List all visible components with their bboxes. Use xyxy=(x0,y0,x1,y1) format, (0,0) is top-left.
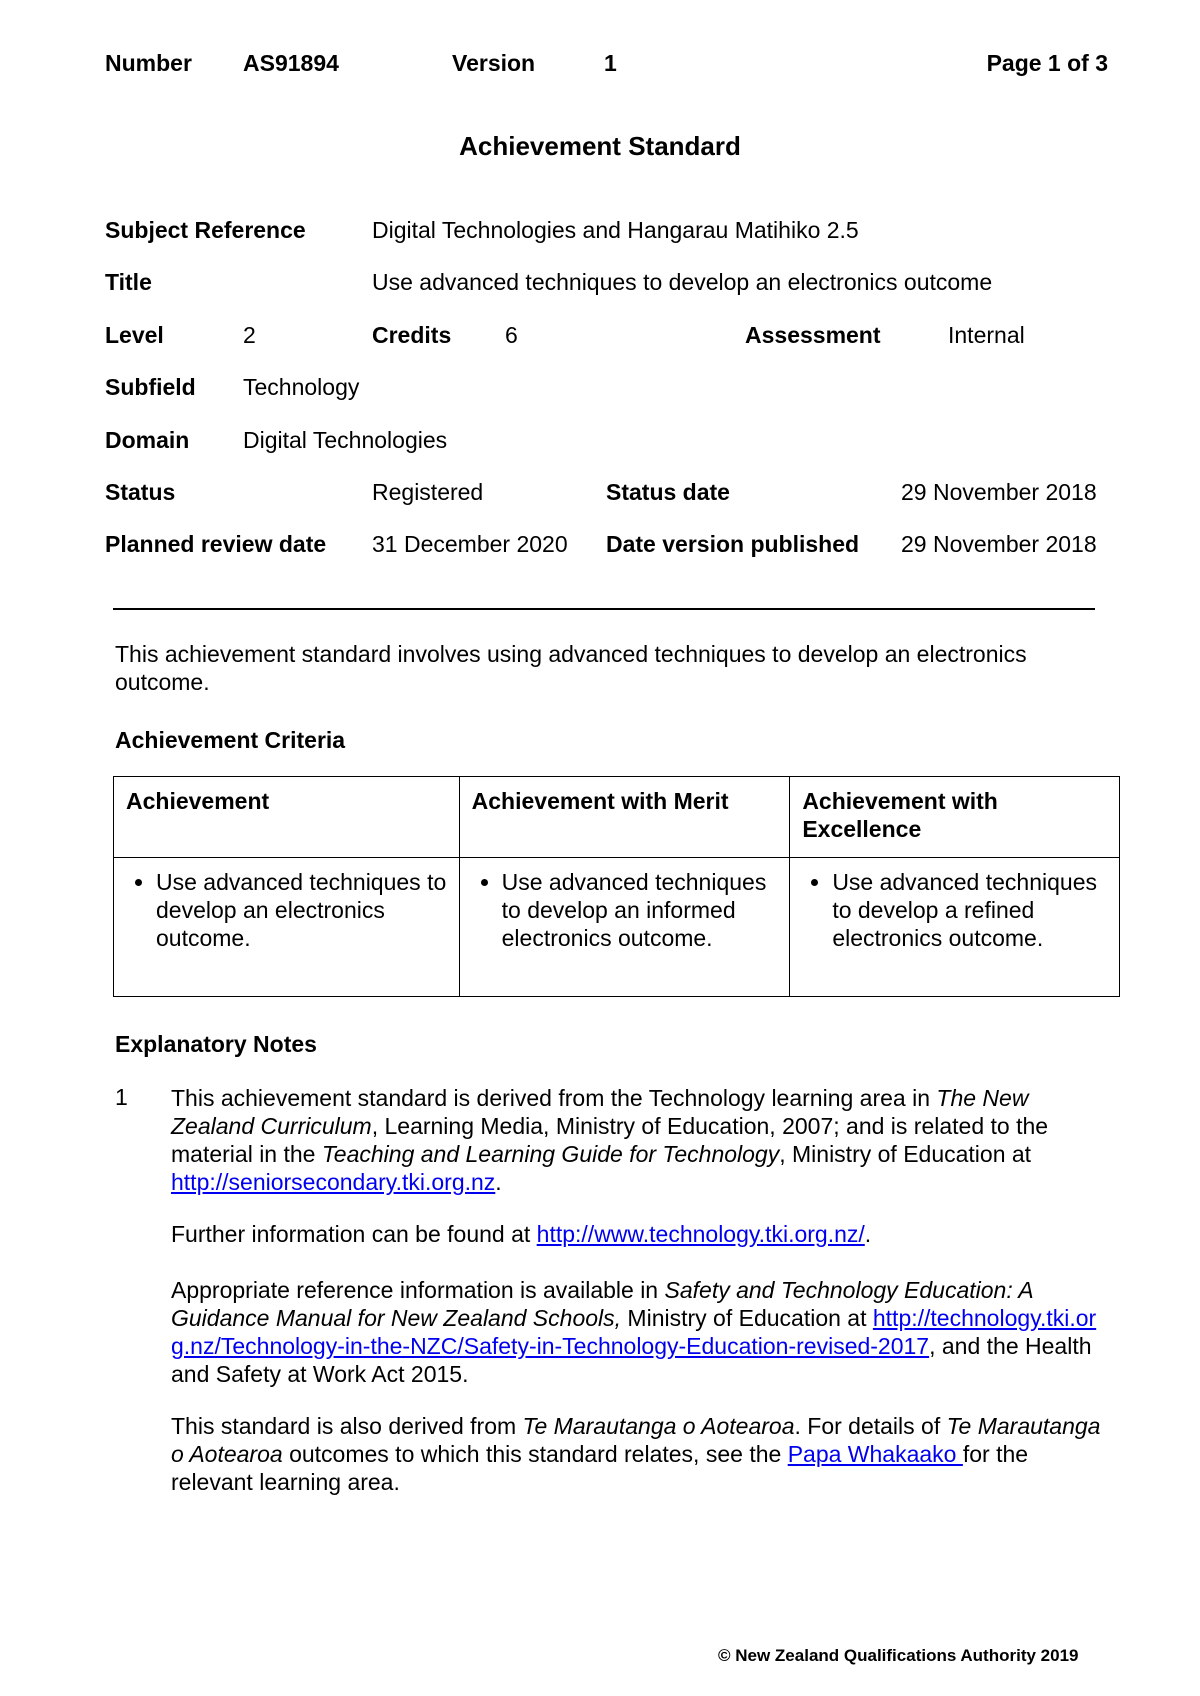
version-label: Version xyxy=(452,50,536,76)
note-paragraph-2 xyxy=(171,1220,1101,1248)
criteria-cell-excellence xyxy=(790,858,1120,997)
note-paragraph-1 xyxy=(171,1084,1101,1196)
note-text: . xyxy=(864,1221,872,1247)
note-text: . xyxy=(495,1169,502,1195)
level-label: Level xyxy=(105,322,164,348)
note-citation: Te Marautanga o Aotearoa xyxy=(171,1413,1101,1467)
assessment-label: Assessment xyxy=(745,322,881,348)
status-date-value: 29 November 2018 xyxy=(901,479,1097,505)
note-text: outcomes to which this standard relates, see the xyxy=(282,1441,788,1467)
status-date-label: Status date xyxy=(606,479,730,505)
criteria-cell-achievement xyxy=(114,858,460,997)
criteria-item: • Use advanced techniques to develop an informed electronics outcome. xyxy=(502,868,780,952)
subfield-value: Technology xyxy=(243,374,360,400)
criteria-header-excellence: Achievement with Excellence xyxy=(790,777,1120,858)
title-label: Title xyxy=(105,269,152,295)
safety-guidance-link[interactable]: http://technology.tki.org.nz/Technology-in-the-NZC/Safety-in-Technology-Education-revised-2017 xyxy=(171,1305,1097,1359)
intro-paragraph: This achievement standard involves using advanced techniques to develop an electronics outcome. xyxy=(115,641,1027,695)
note-citation: Te Marautanga o Aotearoa xyxy=(522,1413,795,1439)
note-text: , Ministry of Education at xyxy=(779,1141,1032,1167)
criteria-heading: Achievement Criteria xyxy=(115,727,346,753)
number-value: AS91894 xyxy=(243,50,339,76)
subject-reference-label: Subject Reference xyxy=(105,217,306,243)
subject-reference-value: Digital Technologies and Hangarau Matihiko 2.5 xyxy=(372,217,859,243)
note-number: 1 xyxy=(115,1084,128,1110)
note-citation: The New Zealand Curriculum xyxy=(171,1085,1029,1139)
note-text: for the relevant learning area. xyxy=(171,1441,1029,1495)
note-citation: Safety and Technology Education: A Guidance Manual for New Zealand Schools, xyxy=(171,1277,1033,1331)
note-text: Further information can be found at xyxy=(171,1221,537,1247)
criteria-header-achievement: Achievement xyxy=(114,777,460,858)
note-text: This standard is also derived from xyxy=(171,1413,523,1439)
note-text: , and the Health and Safety at Work Act 2015. xyxy=(171,1333,1092,1387)
note-text: Ministry of Education at xyxy=(621,1305,873,1331)
status-value: Registered xyxy=(372,479,484,505)
page-title: Achievement Standard xyxy=(459,131,741,161)
planned-review-label: Planned review date xyxy=(105,531,327,557)
credits-label: Credits xyxy=(372,322,452,348)
level-value: 2 xyxy=(243,322,256,348)
published-label: Date version published xyxy=(606,531,860,557)
criteria-header-merit: Achievement with Merit xyxy=(459,777,790,858)
note-text: This achievement standard is derived from the Technology learning area in xyxy=(171,1085,937,1111)
divider xyxy=(113,608,1095,610)
notes-heading: Explanatory Notes xyxy=(115,1031,317,1057)
note-text: , Learning Media, Ministry of Education, 2007; and is related to the material in the xyxy=(171,1113,1049,1167)
status-label: Status xyxy=(105,479,176,505)
criteria-item: • Use advanced techniques to develop a refined electronics outcome. xyxy=(832,868,1109,952)
note-citation: Teaching and Learning Guide for Technology xyxy=(321,1141,780,1167)
note-paragraph-4 xyxy=(171,1412,1101,1496)
papa-whakaako-link[interactable]: Papa Whakaako xyxy=(787,1441,963,1467)
title-value: Use advanced techniques to develop an electronics outcome xyxy=(372,269,993,295)
assessment-value: Internal xyxy=(948,322,1025,348)
domain-value: Digital Technologies xyxy=(243,427,448,453)
note-paragraph-3 xyxy=(171,1276,1101,1388)
version-value: 1 xyxy=(604,50,617,76)
criteria-table xyxy=(113,776,1120,997)
technology-tki-link[interactable]: http://www.technology.tki.org.nz/ xyxy=(536,1221,865,1247)
copyright-footer: © New Zealand Qualifications Authority 2019 xyxy=(718,1646,1079,1665)
criteria-item: • Use advanced techniques to develop an electronics outcome. xyxy=(156,868,449,952)
planned-review-value: 31 December 2020 xyxy=(372,531,568,557)
domain-label: Domain xyxy=(105,427,190,453)
note-text: Appropriate reference information is available in xyxy=(171,1277,665,1303)
published-value: 29 November 2018 xyxy=(901,531,1097,557)
credits-value: 6 xyxy=(505,322,518,348)
page-indicator: Page 1 of 3 xyxy=(986,50,1108,76)
subfield-label: Subfield xyxy=(105,374,196,400)
note-text: . For details of xyxy=(794,1413,947,1439)
seniorsecondary-link[interactable]: http://seniorsecondary.tki.org.nz xyxy=(171,1169,496,1195)
number-label: Number xyxy=(105,50,192,76)
criteria-cell-merit xyxy=(459,858,790,997)
